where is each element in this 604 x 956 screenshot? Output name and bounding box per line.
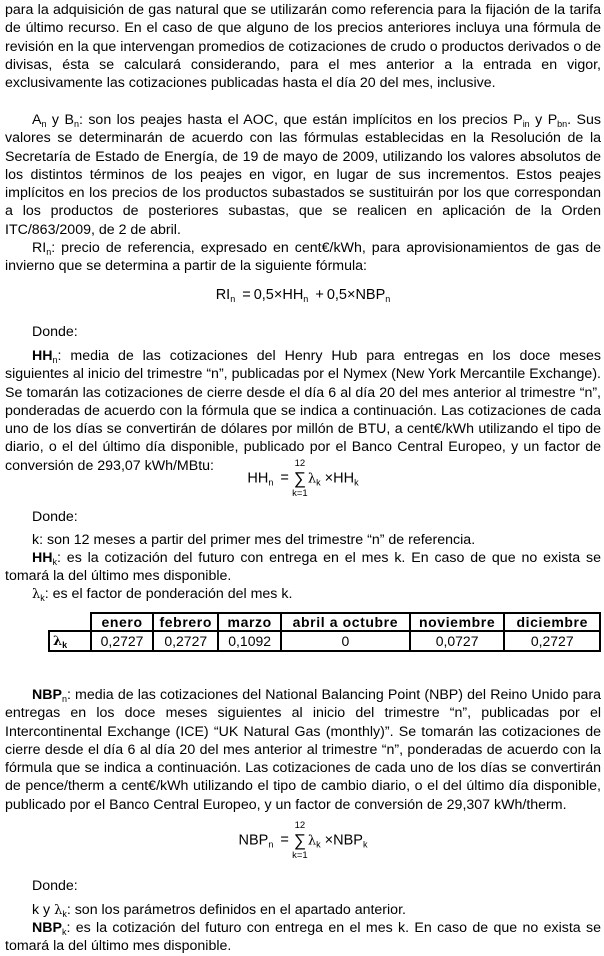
subscript: n [52, 355, 58, 365]
term-hh: HH [32, 348, 53, 364]
subscript: n [73, 119, 79, 129]
equals-sign: = [280, 470, 289, 487]
table-header-cell: marzo [218, 613, 281, 631]
subscript: n [303, 294, 309, 304]
table-cell: 0,1092 [218, 631, 281, 651]
term-ri: RI [32, 240, 47, 256]
subscript: k [62, 640, 68, 650]
subscript: n [230, 294, 236, 304]
sigma-icon: ∑ [293, 469, 306, 488]
term-b: B [64, 112, 74, 128]
summation [292, 820, 308, 861]
subscript: k [362, 839, 368, 850]
term-a: A [32, 112, 42, 128]
table-row-label [49, 631, 91, 651]
equals-sign: = [280, 832, 289, 849]
subscript: k [61, 927, 67, 937]
formula-term-nbp: NBP [355, 287, 386, 303]
paragraph-text: para la adquisición de gas natural que se utilizarán como referencia para la fijación de la tarifa de último recurso. En el caso de que alguno de los precios anteriores incluya una fórmula de revisión en la que intervengan promedios de cotizaciones de crudo o productos derivados o de divisas, ésta se calculará considerando, para el mes anterior a la entrada en vigor, exclusivamente las cotizaciones publicadas hasta el día 20 del mes, inclusive. [5, 2, 601, 92]
subscript: in [522, 119, 530, 129]
subscript: k [316, 839, 321, 850]
donde-text: Donde: [32, 324, 78, 340]
paragraph-text: : precio de referencia, expresado en cent€/kWh, para aprovisionamientos de gas de invierno que se determina a partir de la siguiente fórmula: [5, 240, 601, 275]
formula-term-nbp: NBP [333, 832, 363, 849]
table-header-row [49, 613, 600, 631]
definition-k [5, 531, 601, 549]
coefficient: 0,5 [253, 287, 274, 303]
definition-text: k y [32, 902, 55, 918]
term-nbp: NBP [32, 687, 62, 703]
connector-text: y [529, 112, 548, 128]
subscript: n [41, 119, 47, 129]
paragraph-hh [5, 347, 601, 475]
formula-lhs: RI [215, 287, 231, 303]
sum-upper-limit: 12 [294, 458, 306, 469]
lambda-symbol: λ [54, 903, 63, 918]
subscript: k [62, 909, 67, 919]
paragraph-nbp [5, 686, 601, 814]
formula-ri [5, 287, 601, 303]
table-header-cell: febrero [153, 613, 218, 631]
definition-text: : es la cotización del futuro con entrega en el mes k. En caso de que no exista se tomará la del último mes disponible. [5, 550, 601, 585]
formula-term-hh: HH [333, 470, 355, 487]
donde-label [5, 877, 601, 895]
paragraph-text: : media de las cotizaciones del Henry Hub para entregas en los doce meses siguientes al inicio del trimestre “n”, publicadas por el Nymex (New York Mercantile Exchange). Se tomarán las cotizaciones de cierre desde el día 6 al día 20 del mes anterior al trimestre “n”, ponderadas de acuerdo con la fórmula que se indica a continuación. Las cotizaciones de cada uno de los días se convertirán de dólares por millón de BTU, a cent€/kWh utilizando el tipo de diario, o el del último día disponible, publicado por el Banco Central Europeo, y un factor de conversión de 293,07 kWh/MBtu: [5, 348, 601, 474]
subscript: k [40, 593, 45, 603]
subscript: k [354, 477, 359, 488]
subscript: n [61, 694, 67, 704]
paragraph-text: . Sus valores se determinarán de acuerdo con las fórmulas establecidas en la Resolución de la Secretaría de Estado de Energía, de 19 de mayo de 2009, utilizando los valores absolutos de los distintos términos de los peajes en vigor, en lugar de sus incrementos. Estos peajes implícitos en los precios de los productos subastados se sustituirán por los que correspondan a los productos de posteriores subastas, que se realicen en aplicación de la Orden ITC/863/2009, de 2 de abril. [5, 112, 601, 238]
sum-lower-limit: k=1 [292, 488, 308, 499]
subscript: n [46, 247, 52, 257]
paragraph-text: : media de las cotizaciones del National Balancing Point (NBP) del Reino Unido para entregas en los doce meses siguientes al inicio del trimestre “n”, publicadas por el Intercontinental Exchange (ICE) “UK Natural Gas (monthly)”. Se tomarán las cotizaciones de cierre desde el día 6 al día 20 del mes anterior al trimestre “n”, ponderadas de acuerdo con la fórmula que se indica a continuación. Las cotizaciones de cada uno de los días se convertirán de pence/therm a cent€/kWh utilizando el tipo de cambio diario, o el del último día disponible, publicado por el Banco Central Europeo, y un factor de conversión de 29,307 kWh/therm. [5, 687, 601, 813]
lambda-weights-table [48, 612, 601, 652]
table-header-cell: abril a octubre [281, 613, 410, 631]
donde-label [5, 323, 601, 341]
definition-lambda [5, 585, 601, 604]
lambda-symbol: λ [53, 634, 63, 649]
times-sign: × [324, 832, 334, 849]
summation [292, 458, 308, 499]
term-hhk: HH [32, 550, 53, 566]
table-cell: 0 [281, 631, 410, 651]
table-cell: 0,2727 [504, 631, 600, 651]
table-cell: 0,2727 [153, 631, 218, 651]
definition-text: k: son 12 meses a partir del primer mes del trimestre “n” de referencia. [32, 532, 476, 548]
donde-label [5, 508, 601, 526]
sigma-icon: ∑ [293, 831, 306, 850]
table-header-cell: noviembre [410, 613, 505, 631]
subscript: n [268, 477, 274, 488]
term-pbn: P [547, 112, 558, 128]
paragraph-tarifa [5, 1, 601, 92]
lambda-symbol: λ [32, 587, 41, 602]
table-cell: 0,2727 [91, 631, 153, 651]
lambda-symbol: λ [307, 833, 317, 849]
sum-upper-limit: 12 [294, 820, 306, 831]
equals-sign: = [242, 287, 251, 303]
table-header-cell: diciembre [504, 613, 600, 631]
term-nbpk: NBP [32, 920, 62, 936]
times-sign: × [346, 287, 356, 303]
table-corner-cell [49, 613, 91, 631]
subscript: bn [557, 119, 568, 129]
definition-hhk [5, 549, 601, 586]
plus-sign: + [315, 287, 324, 303]
lambda-symbol: λ [307, 471, 317, 487]
paragraph-ri [5, 239, 601, 276]
table-cell: 0,0727 [410, 631, 505, 651]
term-pin: P [513, 112, 523, 128]
connector-text: y [46, 112, 65, 128]
subscript: k [52, 557, 57, 567]
times-sign: × [324, 470, 334, 487]
definition-text: : son los parámetros definidos en el apartado anterior. [66, 902, 406, 918]
definition-text: : es el factor de ponderación del mes k. [44, 586, 293, 602]
definition-nbpk [5, 919, 601, 956]
subscript: n [268, 839, 274, 850]
times-sign: × [273, 287, 283, 303]
donde-text: Donde: [32, 878, 78, 894]
formula-lhs: NBP [238, 832, 269, 849]
formula-term-hh: HH [282, 287, 304, 303]
paragraph-peajes [5, 111, 601, 239]
table-header-cell: enero [91, 613, 153, 631]
formula-lhs: HH [247, 470, 269, 487]
definition-k-lambda [5, 901, 601, 920]
paragraph-text: : son los peajes hasta el AOC, que están implícitos en los precios [78, 112, 514, 128]
subscript: n [385, 294, 391, 304]
sum-lower-limit: k=1 [292, 850, 308, 861]
table-row [49, 631, 600, 651]
donde-text: Donde: [32, 509, 78, 525]
coefficient: 0,5 [326, 287, 347, 303]
definition-text: : es la cotización del futuro con entrega en el mes k. En caso de que no exista se tomará la del último mes disponible. [5, 920, 601, 955]
subscript: k [316, 477, 321, 488]
formula-nbp [5, 820, 601, 861]
formula-hh [5, 458, 601, 499]
